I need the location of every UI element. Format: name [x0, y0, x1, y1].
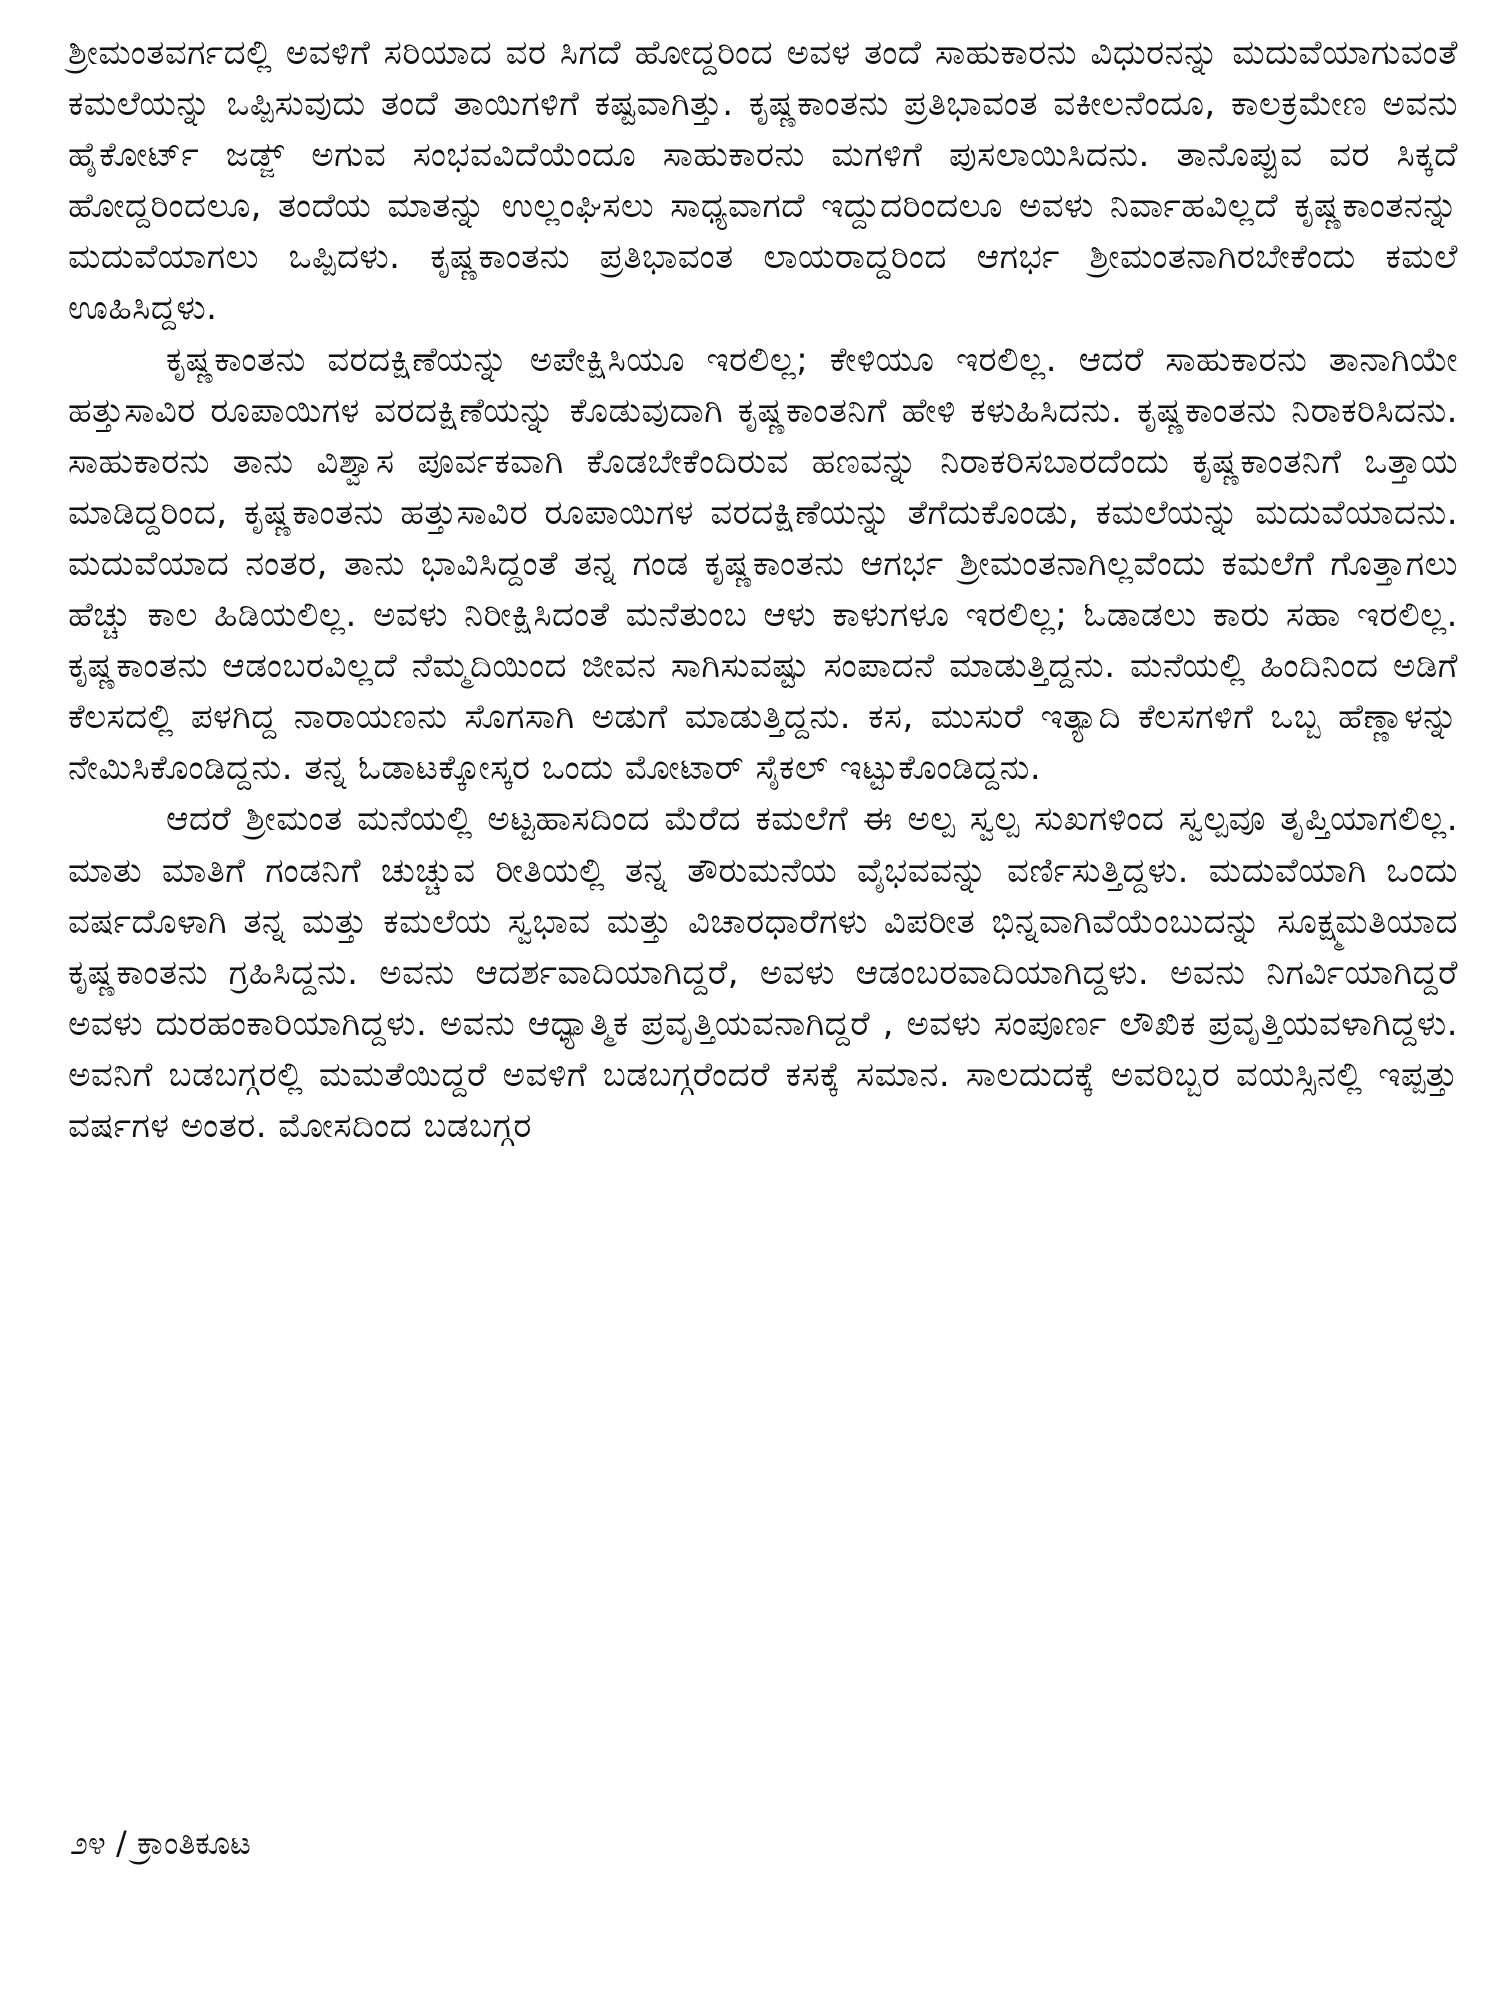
page-footer: ೨೪ / ಕ್ರಾಂತಿಕೂಟ: [70, 1824, 251, 1862]
paragraph-3: ಆದರೆ ಶ್ರೀಮಂತ ಮನೆಯಲ್ಲಿ ಅಟ್ಟಹಾಸದಿಂದ ಮೆರೆದ ಕಮಲೆಗೆ ಈ ಅಲ್ಪ ಸ್ವಲ್ಪ ಸುಖಗಳಿಂದ ಸ್ವಲ್ಪವೂ ತೃಪ್ತಿಯಾಗಲಿಲ್ಲ. ಮಾತು ಮಾತಿಗೆ ಗಂಡನಿಗೆ ಚುಚ್ಚುವ ರೀತಿಯಲ್ಲಿ ತನ್ನ ತೌರುಮನೆಯ ವೈಭವವನ್ನು ವರ್ಣಿಸುತ್ತಿದ್ದಳು. ಮದುವೆಯಾಗಿ ಒಂದು ವರ್ಷದೊಳಾಗಿ ತನ್ನ ಮತ್ತು ಕಮಲೆಯ ಸ್ವಭಾವ ಮತ್ತು ವಿಚಾರಧಾರೆಗಳು ವಿಪರೀತ ಭಿನ್ನವಾಗಿವೆಯೆಂಬುದನ್ನು ಸೂಕ್ಷ್ಮಮತಿಯಾದ ಕೃಷ್ಣಕಾಂತನು ಗ್ರಹಿಸಿದ್ದನು. ಅವನು ಆದರ್ಶವಾದಿಯಾಗಿದ್ದರೆ, ಅವಳು ಆಡಂಬರವಾದಿಯಾಗಿದ್ದಳು. ಅವನು ನಿಗರ್ವಿಯಾಗಿದ್ದರೆ ಅವಳು ದುರಹಂಕಾರಿಯಾಗಿದ್ದಳು. ಅವನು ಆಧ್ಯಾತ್ಮಿಕ ಪ್ರವೃತ್ತಿಯವನಾಗಿದ್ದರೆ , ಅವಳು ಸಂಪೂರ್ಣ ಲೌಖಿಕ ಪ್ರವೃತ್ತಿಯವಳಾಗಿದ್ದಳು. ಅವನಿಗೆ ಬಡಬಗ್ಗರಲ್ಲಿ ಮಮತೆಯಿದ್ದರೆ ಅವಳಿಗೆ ಬಡಬಗ್ಗರೆಂದರೆ ಕಸಕ್ಕೆ ಸಮಾನ. ಸಾಲದುದಕ್ಕೆ ಅವರಿಬ್ಬರ ವಯಸ್ಸಿನಲ್ಲಿ ಇಪ್ಪತ್ತು ವರ್ಷಗಳ ಅಂತರ. ಮೋಸದಿಂದ ಬಡಬಗ್ಗರ: [68, 799, 1458, 1146]
paragraph-2: ಕೃಷ್ಣಕಾಂತನು ವರದಕ್ಷಿಣೆಯನ್ನು ಅಪೇಕ್ಷಿಸಿಯೂ ಇರಲಿಲ್ಲ; ಕೇಳಿಯೂ ಇರಲಿಲ್ಲ. ಆದರೆ ಸಾಹುಕಾರನು ತಾನಾಗಿಯೇ ಹತ್ತುಸಾವಿರ ರೂಪಾಯಿಗಳ ವರದಕ್ಷಿಣೆಯನ್ನು ಕೊಡುವುದಾಗಿ ಕೃಷ್ಣಕಾಂತನಿಗೆ ಹೇಳಿ ಕಳುಹಿಸಿದನು. ಕೃಷ್ಣಕಾಂತನು ನಿರಾಕರಿಸಿದನು. ಸಾಹುಕಾರನು ತಾನು ವಿಶ್ವಾಸ ಪೂರ್ವಕವಾಗಿ ಕೊಡಬೇಕೆಂದಿರುವ ಹಣವನ್ನು ನಿರಾಕರಿಸಬಾರದೆಂದು ಕೃಷ್ಣಕಾಂತನಿಗೆ ಒತ್ತಾಯ ಮಾಡಿದ್ದರಿಂದ, ಕೃಷ್ಣಕಾಂತನು ಹತ್ತುಸಾವಿರ ರೂಪಾಯಿಗಳ ವರದಕ್ಷಿಣೆಯನ್ನು ತೆಗೆದುಕೊಂಡು, ಕಮಲೆಯನ್ನು ಮದುವೆಯಾದನು. ಮದುವೆಯಾದ ನಂತರ, ತಾನು ಭಾವಿಸಿದ್ದಂತೆ ತನ್ನ ಗಂಡ ಕೃಷ್ಣಕಾಂತನು ಆಗರ್ಭ ಶ್ರೀಮಂತನಾಗಿಲ್ಲವೆಂದು ಕಮಲೆಗೆ ಗೊತ್ತಾಗಲು ಹೆಚ್ಚು ಕಾಲ ಹಿಡಿಯಲಿಲ್ಲ. ಅವಳು ನಿರೀಕ್ಷಿಸಿದಂತೆ ಮನೆತುಂಬ ಆಳು ಕಾಳುಗಳೂ ಇರಲಿಲ್ಲ; ಓಡಾಡಲು ಕಾರು ಸಹಾ ಇರಲಿಲ್ಲ. ಕೃಷ್ಣಕಾಂತನು ಆಡಂಬರವಿಲ್ಲದೆ ನೆಮ್ಮದಿಯಿಂದ ಜೀವನ ಸಾಗಿಸುವಷ್ಟು ಸಂಪಾದನೆ ಮಾಡುತ್ತಿದ್ದನು. ಮನೆಯಲ್ಲಿ ಹಿಂದಿನಿಂದ ಅಡಿಗೆ ಕೆಲಸದಲ್ಲಿ ಪಳಗಿದ್ದ ನಾರಾಯಣನು ಸೊಗಸಾಗಿ ಅಡುಗೆ ಮಾಡುತ್ತಿದ್ದನು. ಕಸ, ಮುಸುರೆ ಇತ್ಯಾದಿ ಕೆಲಸಗಳಿಗೆ ಒಬ್ಬ ಹೆಣ್ಣಾಳನ್ನು ನೇಮಿಸಿಕೊಂಡಿದ್ದನು. ತನ್ನ ಓಡಾಟಕ್ಕೋಸ್ಕರ ಒಂದು ಮೋಟಾರ್ ಸೈಕಲ್ ಇಟ್ಟುಕೊಂಡಿದ್ದನು.: [68, 339, 1458, 789]
body-text: [68, 28, 1458, 1152]
paragraph-1: ಶ್ರೀಮಂತವರ್ಗದಲ್ಲಿ ಅವಳಿಗೆ ಸರಿಯಾದ ವರ ಸಿಗದೆ ಹೋದ್ದರಿಂದ ಅವಳ ತಂದೆ ಸಾಹುಕಾರನು ವಿಧುರನನ್ನು ಮದುವೆಯಾಗುವಂತೆ ಕಮಲೆಯನ್ನು ಒಪ್ಪಿಸುವುದು ತಂದೆ ತಾಯಿಗಳಿಗೆ ಕಷ್ಟವಾಗಿತ್ತು. ಕೃಷ್ಣಕಾಂತನು ಪ್ರತಿಭಾವಂತ ವಕೀಲನೆಂದೂ, ಕಾಲಕ್ರಮೇಣ ಅವನು ಹೈಕೋರ್ಟ್ ಜಡ್ಜ್ ಅಗುವ ಸಂಭವವಿದೆಯೆಂದೂ ಸಾಹುಕಾರನು ಮಗಳಿಗೆ ಪುಸಲಾಯಿಸಿದನು. ತಾನೊಪ್ಪುವ ವರ ಸಿಕ್ಕದೆ ಹೋದ್ದರಿಂದಲೂ, ತಂದೆಯ ಮಾತನ್ನು ಉಲ್ಲಂಘಿಸಲು ಸಾಧ್ಯವಾಗದೆ ಇದ್ದುದರಿಂದಲೂ ಅವಳು ನಿರ್ವಾಹವಿಲ್ಲದೆ ಕೃಷ್ಣಕಾಂತನನ್ನು ಮದುವೆಯಾಗಲು ಒಪ್ಪಿದಳು. ಕೃಷ್ಣಕಾಂತನು ಪ್ರತಿಭಾವಂತ ಲಾಯರಾದ್ದರಿಂದ ಆಗರ್ಭ ಶ್ರೀಮಂತನಾಗಿರಬೇಕೆಂದು ಕಮಲೆ ಊಹಿಸಿದ್ದಳು.: [68, 33, 1458, 329]
